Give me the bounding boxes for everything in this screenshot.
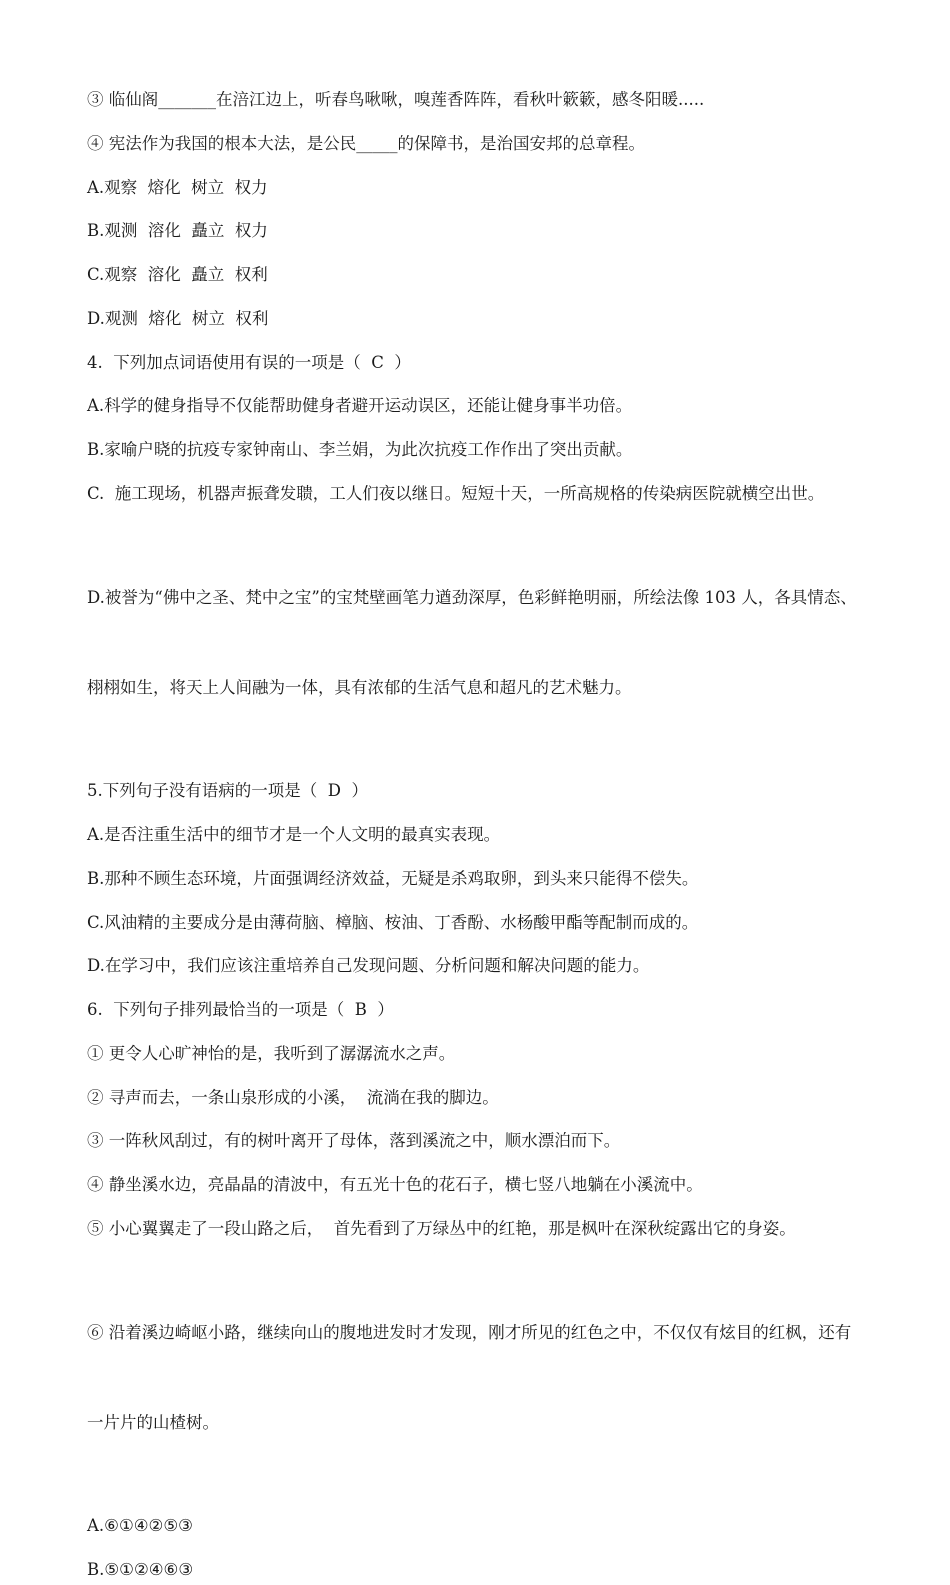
q4-option-d	[87, 523, 950, 763]
q3-option-b: B.观测 溶化 矗立 权力	[87, 221, 268, 241]
q4-option-a: A.科学的健身指导不仅能帮助健身者避开运动误区，还能让健身事半功倍。	[87, 396, 633, 416]
q5-option-d: D.在学习中，我们应该注重培养自己发现问题、分析问题和解决问题的能力。	[87, 956, 650, 976]
q6-option-b: B.⑤①②④⑥③	[87, 1560, 194, 1579]
q6-sentence-2: ② 寻声而去，一条山泉形成的小溪， 流淌在我的脚边。	[87, 1087, 499, 1107]
q4-option-b: B.家喻户晓的抗疫专家钟南山、李兰娟，为此次抗疫工作作出了突出贡献。	[87, 440, 633, 459]
q5-option-a: A.是否注重生活中的细节才是一个人文明的最真实表现。	[87, 825, 501, 844]
q6-sentence-4: ④ 静坐溪水边，亮晶晶的清波中，有五光十色的花石子，横七竖八地躺在小溪流中。	[87, 1175, 703, 1194]
q3-option-c: C.观察 溶化 矗立 权利	[87, 265, 268, 284]
q4-option-d-line-2: 栩栩如生，将天上人间融为一体，具有浓郁的生活气息和超凡的艺术魅力。	[87, 677, 632, 697]
q3-option-d: D.观测 熔化 树立 权利	[87, 308, 269, 328]
q6-sentence-1: ① 更令人心旷神怡的是，我听到了潺潺流水之声。	[87, 1043, 456, 1063]
q6-sentence-6-line-1: ⑥ 沿着溪边崎岖小路，继续向山的腹地进发时才发现，刚才所见的红色之中，不仅仅有炫目的红枫，还有	[87, 1322, 852, 1342]
q6-option-a: A.⑥①④②⑤③	[87, 1516, 193, 1536]
q3-option-a: A.观察 熔化 树立 权力	[87, 177, 268, 197]
q4-stem: 4. 下列加点词语使用有误的一项是（ C ）	[87, 352, 411, 372]
q6-sentence-5: ⑤ 小心翼翼走了一段山路之后， 首先看到了万绿丛中的红艳，那是枫叶在深秋绽露出它的身姿。	[87, 1218, 796, 1238]
q5-stem: 5.下列句子没有语病的一项是（ D ）	[87, 781, 368, 801]
q4-option-c: C. 施工现场，机器声振聋发聩，工人们夜以继日。短短十天，一所高规格的传染病医院就横空出世。	[87, 483, 825, 503]
q6-sentence-3: ③ 一阵秋风刮过，有的树叶离开了母体，落到溪流之中，顺水漂泊而下。	[87, 1131, 621, 1151]
q3-item-3: ③ 临仙阁_______在涪江边上，听春鸟啾啾，嗅莲香阵阵，看秋叶簌簌，感冬阳暖.....	[87, 90, 705, 109]
q4-option-d-line-1: D.被誉为“佛中之圣、梵中之宝”的宝梵壁画笔力遒劲深厚，色彩鲜艳明丽，所绘法像 103 人，各具情态、	[87, 587, 857, 607]
q3-item-4: ④ 宪法作为我国的根本大法，是公民_____的保障书，是治国安邦的总章程。	[87, 133, 645, 153]
q6-sentence-6	[87, 1258, 950, 1498]
q5-option-c: C.风油精的主要成分是由薄荷脑、樟脑、桉油、丁香酚、水杨酸甲酯等配制而成的。	[87, 912, 699, 932]
q6-sentence-6-line-2: 一片片的山楂树。	[87, 1412, 219, 1432]
q5-option-b: B.那种不顾生态环境，片面强调经济效益，无疑是杀鸡取卵，到头来只能得不偿失。	[87, 868, 699, 888]
q6-stem: 6. 下列句子排列最恰当的一项是（ B ）	[87, 1000, 394, 1019]
